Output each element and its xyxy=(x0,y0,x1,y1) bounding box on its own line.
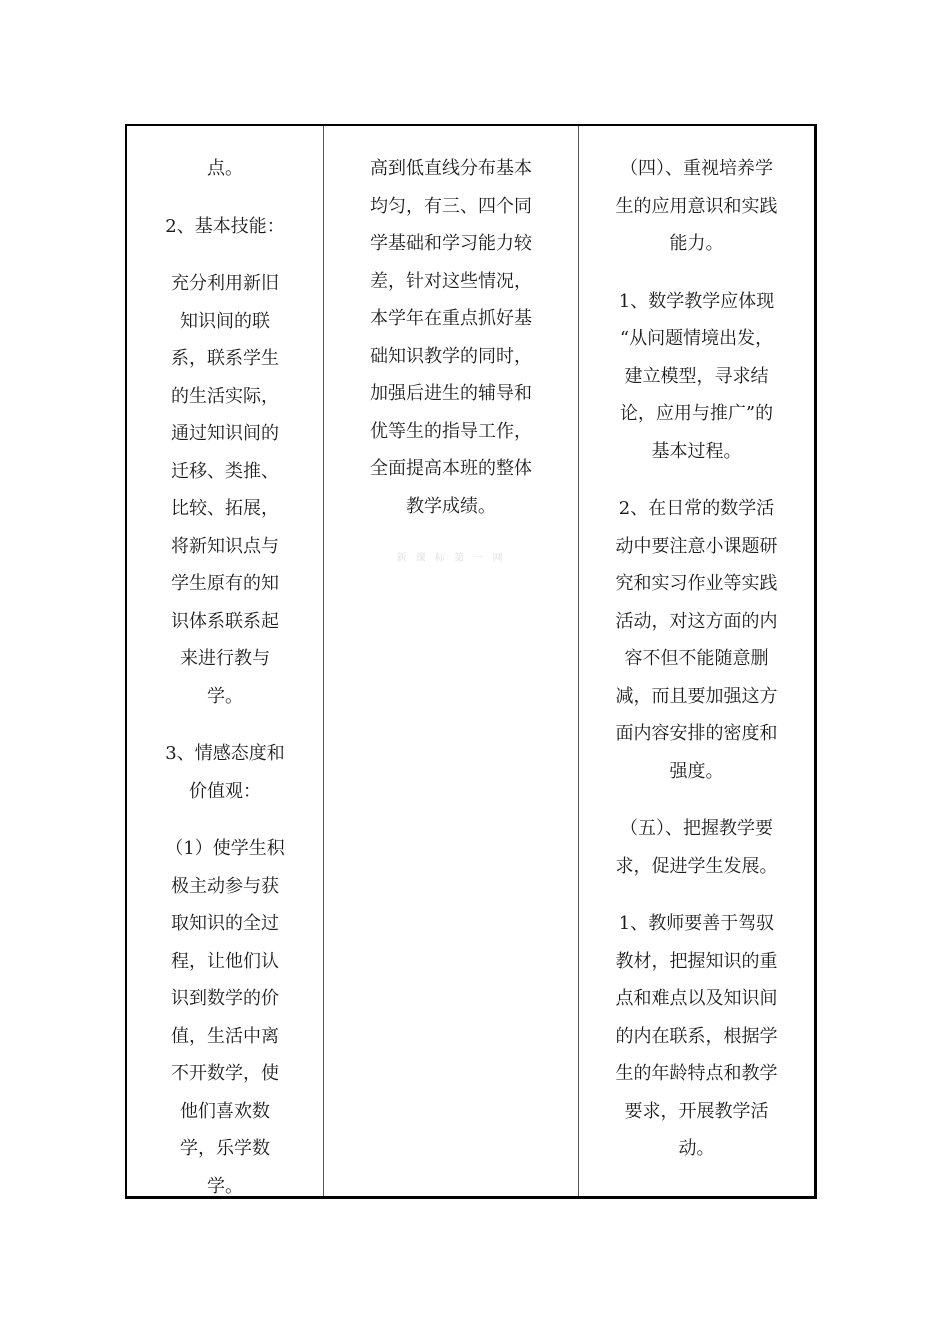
table-paragraph: 1、数学教学应体现 “从问题情境出发， 建立模型，寻求结 论，应用与推广”的 基本过程。 xyxy=(618,290,775,462)
table-column-objectives xyxy=(127,126,324,1196)
table-paragraph: 1、教师要善于驾驭 教材，把握知识的重 点和难点以及知识间 的内在联系，根据学 生的年龄特点和教学 要求，开展教学活 动。 xyxy=(615,913,778,1159)
table-column-class-analysis xyxy=(324,126,579,1196)
table-paragraph: 3、情感态度和 价值观： xyxy=(165,743,285,802)
table-paragraph: （五）、把握教学要 求，促进学生发展。 xyxy=(615,818,778,877)
table-paragraph: 充分利用新旧 知识间的联 系，联系学生 的生活实际， 通过知识间的 迁移、类推、 比较、拓展， 将新知识点与 学生原有的知 识体系联系起 来进行教与 学。 xyxy=(171,273,279,707)
table-paragraph: （1）使学生积 极主动参与获 取知识的全过 程，让他们认 识到数学的价 值，生活中离 不开数学，使 他们喜欢数 学，乐学数 学。 xyxy=(165,838,285,1197)
table-paragraph: （四）、重视培养学 生的应用意识和实践 能力。 xyxy=(615,158,778,254)
table-column-measures xyxy=(579,126,814,1196)
content-table xyxy=(125,124,817,1199)
table-paragraph: 点。 xyxy=(207,158,243,179)
watermark-text: 新 课 标 第 一 网 xyxy=(396,553,506,564)
table-paragraph: 高到低直线分布基本 均匀，有三、四个同 学基础和学习能力较 差，针对这些情况， 本学年在重点抓好基 础知识教学的同时， 加强后进生的辅导和 优等生的指导工作， 全面提高本班的整体 教学成绩。 xyxy=(370,158,532,517)
table-paragraph: 2、在日常的数学活 动中要注意小课题研 究和实习作业等实践 活动，对这方面的内 容不但不能随意删 减，而且要加强这方 面内容安排的密度和 强度。 xyxy=(615,498,778,782)
table-paragraph: 2、基本技能： xyxy=(165,215,285,237)
